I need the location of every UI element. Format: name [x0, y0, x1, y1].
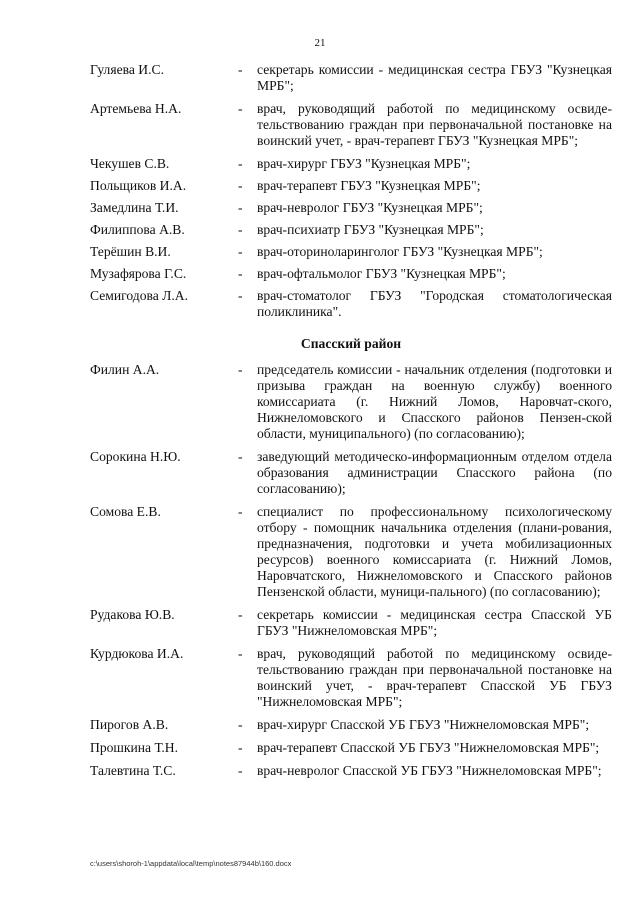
list-item	[90, 717, 612, 733]
person-role: заведующий методическо-информационным отделом отдела образования администрации Спасского района (по согласованию);	[257, 449, 612, 496]
dash-separator: -	[238, 717, 243, 732]
list-item	[90, 266, 612, 282]
person-role: врач-хирург ГБУЗ "Кузнецкая МРБ";	[257, 156, 471, 171]
dash-separator: -	[238, 244, 243, 259]
person-role: врач-терапевт ГБУЗ "Кузнецкая МРБ";	[257, 178, 481, 193]
person-name: Чекушев С.В.	[90, 156, 170, 171]
person-role: секретарь комиссии - медицинская сестра ГБУЗ "Кузнецкая МРБ";	[257, 62, 612, 93]
list-item	[90, 101, 612, 149]
dash-separator: -	[238, 504, 243, 519]
dash-separator: -	[238, 607, 243, 622]
list-item	[90, 178, 612, 194]
dash-separator: -	[238, 763, 243, 778]
list-item	[90, 244, 612, 260]
dash-separator: -	[238, 222, 243, 237]
person-role: врач-невролог ГБУЗ "Кузнецкая МРБ";	[257, 200, 483, 215]
dash-separator: -	[238, 178, 243, 193]
person-role: врач-стоматолог ГБУЗ "Городская стоматологическая поликлиника".	[257, 288, 612, 319]
person-role: врач-офтальмолог ГБУЗ "Кузнецкая МРБ";	[257, 266, 506, 281]
person-name: Филиппова А.В.	[90, 222, 185, 237]
dash-separator: -	[238, 62, 243, 77]
person-role: врач-оториноларинголог ГБУЗ "Кузнецкая МРБ";	[257, 244, 543, 259]
person-role: председатель комиссии - начальник отделения (подготовки и призыва граждан на военную службу) военного комиссариата (г. Нижний Ломов, Наровчат-ского, Нижнеломовского и Спасского районов Пензен-ской области, муниципального) (по согласованию);	[257, 362, 612, 441]
person-role: специалист по профессиональному психологическому отбору - помощник начальника отделения (плани-рования, предназначения, подготовки и учета мобилизационных ресурсов) военного комиссариата (г. Нижний Ломов, Наровчатского, Нижнеломовского и Спасского районов Пензенской области, муници-пального) (по согласованию);	[257, 504, 612, 599]
list-item	[90, 646, 612, 710]
dash-separator: -	[238, 449, 243, 464]
list-item	[90, 62, 612, 94]
person-role: врач-невролог Спасской УБ ГБУЗ "Нижнеломовская МРБ";	[257, 763, 602, 778]
document-body	[90, 62, 612, 779]
file-path-footer: c:\users\shoroh-1\appdata\local\temp\notes87944b\160.docx	[90, 859, 292, 868]
dash-separator: -	[238, 740, 243, 755]
person-role: врач, руководящий работой по медицинскому освиде-тельствованию граждан при первоначальной постановке на воинский учет, - врач-терапевт Спасской УБ ГБУЗ "Нижнеломовская МРБ";	[257, 646, 612, 709]
list-item	[90, 200, 612, 216]
section-title: Спасский район	[300, 336, 402, 351]
person-name: Филин А.А.	[90, 362, 160, 377]
dash-separator: -	[238, 200, 243, 215]
person-name: Замедлина Т.И.	[90, 200, 179, 215]
person-name: Польщиков И.А.	[90, 178, 187, 193]
list-item	[90, 222, 612, 238]
list-item	[90, 740, 612, 756]
list-item	[90, 449, 612, 497]
list-item	[90, 156, 612, 172]
dash-separator: -	[238, 156, 243, 171]
page-number: 21	[314, 37, 326, 49]
dash-separator: -	[238, 266, 243, 281]
person-role: врач-психиатр ГБУЗ "Кузнецкая МРБ";	[257, 222, 484, 237]
person-name: Курдюкова И.А.	[90, 646, 184, 661]
list-item	[90, 362, 612, 442]
dash-separator: -	[238, 101, 243, 116]
person-name: Прошкина Т.Н.	[90, 740, 179, 755]
person-role: врач-хирург Спасской УБ ГБУЗ "Нижнеломовская МРБ";	[257, 717, 590, 732]
person-name: Пирогов А.В.	[90, 717, 169, 732]
list-item	[90, 288, 612, 320]
dash-separator: -	[238, 362, 243, 377]
person-name: Музафярова Г.С.	[90, 266, 187, 281]
person-name: Гуляева И.С.	[90, 62, 164, 77]
person-name: Артемьева Н.А.	[90, 101, 182, 116]
dash-separator: -	[238, 288, 243, 303]
person-name: Терёшин В.И.	[90, 244, 171, 259]
list-item	[90, 763, 612, 779]
person-role: секретарь комиссии - медицинская сестра Спасской УБ ГБУЗ "Нижнеломовская МРБ";	[257, 607, 612, 638]
dash-separator: -	[238, 646, 243, 661]
person-name: Сорокина Н.Ю.	[90, 449, 181, 464]
person-role: врач, руководящий работой по медицинскому освиде-тельствованию граждан при первоначальной постановке на воинский учет, - врач-терапевт ГБУЗ "Кузнецкая МРБ";	[257, 101, 612, 148]
person-name: Сомова Е.В.	[90, 504, 161, 519]
list-item	[90, 607, 612, 639]
person-name: Рудакова Ю.В.	[90, 607, 175, 622]
list-item	[90, 504, 612, 600]
person-name: Талевтина Т.С.	[90, 763, 176, 778]
person-role: врач-терапевт Спасской УБ ГБУЗ "Нижнеломовская МРБ";	[257, 740, 600, 755]
person-name: Семигодова Л.А.	[90, 288, 189, 303]
